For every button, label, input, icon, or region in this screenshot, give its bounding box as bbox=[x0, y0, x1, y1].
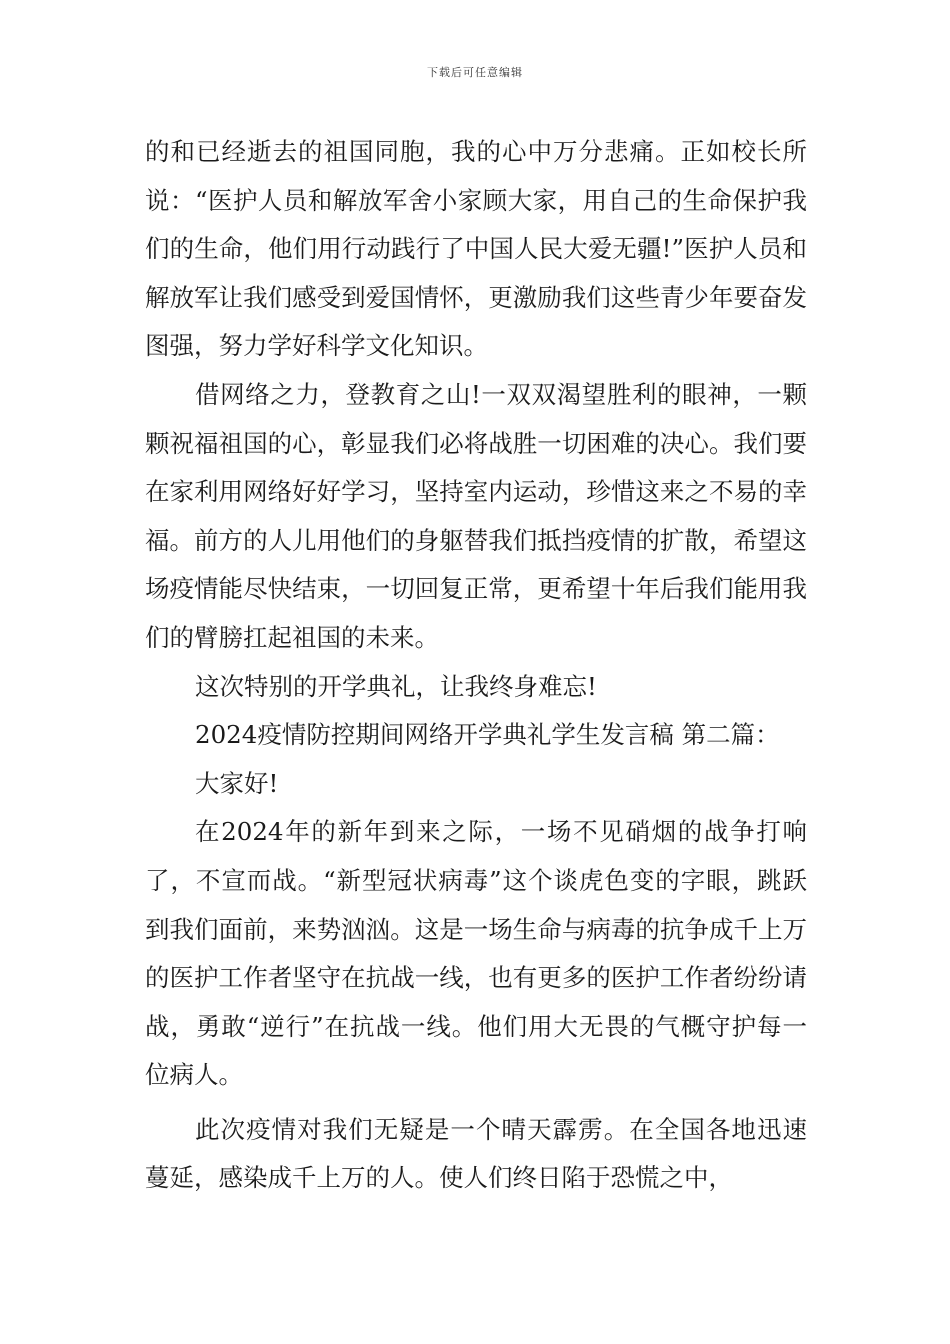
paragraph-3: 这次特别的开学典礼，让我终身难忘! bbox=[195, 671, 597, 701]
paragraph-1: 的和已经逝去的祖国同胞，我的心中万分悲痛。正如校长所说：“医护人员和解放军舍小家顾大家，用自己的生命保护我们的生命，他们用行动践行了中国人民大爱无疆!”医护人员和解放军让我们感受到爱国情怀，更激励我们这些青少年要奋发图强，努力学好科学文化知识。 bbox=[145, 137, 807, 361]
paragraph-7: 此次疫情对我们无疑是一个晴天霹雳。在全国各地迅速蔓延，感染成千上万的人。使人们终日陷于恐慌之中， bbox=[145, 1114, 807, 1193]
paragraph-2: 借网络之力，登教育之山!一双双渴望胜利的眼神，一颗颗祝福祖国的心，彰显我们必将战胜一切困难的决心。我们要在家利用网络好好学习，坚持室内运动，珍惜这来之不易的幸福。前方的人儿用他们的身躯替我们抵挡疫情的扩散，希望这场疫情能尽快结束，一切回复正常，更希望十年后我们能用我们的臂膀扛起祖国的未来。 bbox=[145, 379, 807, 652]
section-heading: 2024疫情防控期间网络开学典礼学生发言稿 第二篇： bbox=[195, 720, 780, 750]
document-body bbox=[145, 128, 807, 1203]
greeting: 大家好! bbox=[195, 768, 279, 798]
page-header: 下载后可任意编辑 bbox=[427, 66, 523, 79]
paragraph-6: 在2024年的新年到来之际，一场不见硝烟的战争打响了，不宣而战。“新型冠状病毒”这个谈虎色变的字眼，跳跃到我们面前，来势汹汹。这是一场生命与病毒的抗争成千上万的医护工作者坚守在抗战一线，也有更多的医护工作者纷纷请战，勇敢“逆行”在抗战一线。他们用大无畏的气概守护每一位病人。 bbox=[145, 817, 807, 1090]
